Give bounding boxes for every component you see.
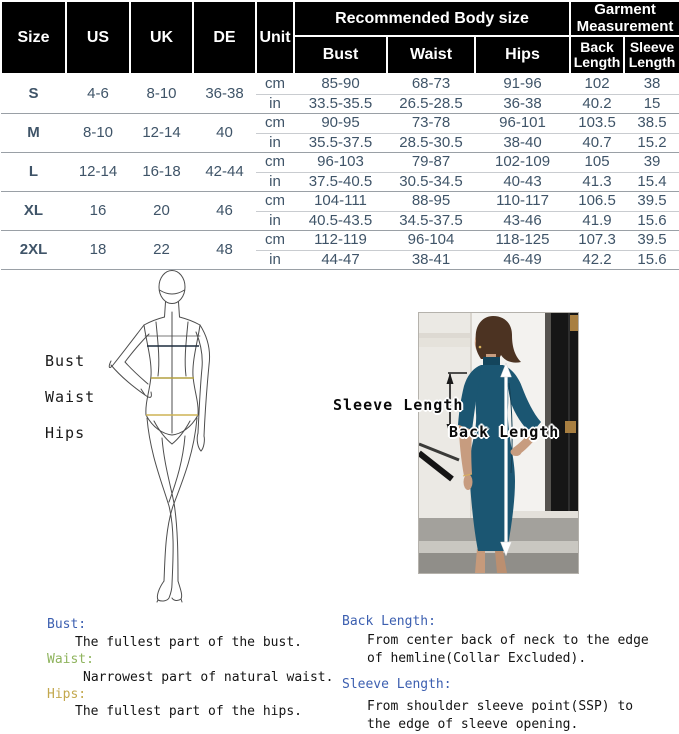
- size-cell: 2XL: [1, 231, 66, 270]
- bust-cell: 85-90: [294, 74, 387, 94]
- unit-cell: cm: [256, 192, 294, 212]
- uk-cell: 22: [130, 231, 193, 270]
- back-length-cell: 40.2: [570, 94, 624, 114]
- sleeve-length-cell: 15.6: [624, 211, 679, 231]
- back-length-cell: 42.2: [570, 250, 624, 270]
- earring: [479, 346, 482, 349]
- hips-cell: 38-40: [475, 133, 570, 153]
- hips-cell: 118-125: [475, 231, 570, 251]
- unit-cell: cm: [256, 74, 294, 94]
- back-length-cell: 106.5: [570, 192, 624, 212]
- hips-cell: 46-49: [475, 250, 570, 270]
- sleeve-length-definition-label: Sleeve Length:: [342, 677, 452, 692]
- col-header-uk: UK: [130, 1, 193, 74]
- table-row: [1, 114, 679, 134]
- uk-cell: 8-10: [130, 74, 193, 114]
- waist-cell: 96-104: [387, 231, 475, 251]
- waist-cell: 38-41: [387, 250, 475, 270]
- hips-definition-text: The fullest part of the hips.: [75, 704, 302, 719]
- back-length-cell: 41.3: [570, 172, 624, 192]
- sleeve-length-cell: 39: [624, 153, 679, 173]
- back-length-definition-label: Back Length:: [342, 614, 436, 629]
- de-cell: 42-44: [193, 153, 256, 192]
- back-length-cell: 41.9: [570, 211, 624, 231]
- waist-cell: 73-78: [387, 114, 475, 134]
- waist-cell: 30.5-34.5: [387, 172, 475, 192]
- bust-cell: 33.5-35.5: [294, 94, 387, 114]
- hips-cell: 36-38: [475, 94, 570, 114]
- waist-cell: 26.5-28.5: [387, 94, 475, 114]
- us-cell: 4-6: [66, 74, 130, 114]
- bust-cell: 90-95: [294, 114, 387, 134]
- sleeve-length-cell: 38.5: [624, 114, 679, 134]
- sleeve-length-cell: 15: [624, 94, 679, 114]
- bust-cell: 44-47: [294, 250, 387, 270]
- hips-cell: 43-46: [475, 211, 570, 231]
- unit-cell: cm: [256, 231, 294, 251]
- hips-cell: 40-43: [475, 172, 570, 192]
- sleeve-length-definition-text2: the edge of sleeve opening.: [367, 717, 579, 732]
- figure-waist-label: Waist: [45, 388, 96, 406]
- col-header-unit: Unit: [256, 1, 294, 74]
- us-cell: 8-10: [66, 114, 130, 153]
- col-header-size: Size: [1, 1, 66, 74]
- table-row: [1, 231, 679, 251]
- size-chart-table: [0, 0, 679, 270]
- us-cell: 18: [66, 231, 130, 270]
- uk-cell: 16-18: [130, 153, 193, 192]
- back-length-definition-text1: From center back of neck to the edge: [367, 633, 649, 648]
- sleeve-length-cell: 15.6: [624, 250, 679, 270]
- de-cell: 36-38: [193, 74, 256, 114]
- col-header-sleeve-length: Sleeve Length: [624, 36, 679, 74]
- sleeve-length-cell: 15.4: [624, 172, 679, 192]
- size-cell: S: [1, 74, 66, 114]
- unit-cell: in: [256, 133, 294, 153]
- bust-cell: 35.5-37.5: [294, 133, 387, 153]
- waist-cell: 28.5-30.5: [387, 133, 475, 153]
- table-row: [1, 192, 679, 212]
- sleeve-length-cell: 38: [624, 74, 679, 94]
- back-length-cell: 103.5: [570, 114, 624, 134]
- unit-cell: cm: [256, 153, 294, 173]
- bust-cell: 37.5-40.5: [294, 172, 387, 192]
- hips-cell: 96-101: [475, 114, 570, 134]
- body-measurement-figure: [95, 268, 245, 603]
- back-length-cell: 102: [570, 74, 624, 94]
- sleeve-length-definition-text1: From shoulder sleeve point(SSP) to: [367, 699, 634, 714]
- bust-cell: 40.5-43.5: [294, 211, 387, 231]
- table-row: [1, 153, 679, 173]
- sleeve-length-cell: 39.5: [624, 231, 679, 251]
- us-cell: 12-14: [66, 153, 130, 192]
- waist-cell: 34.5-37.5: [387, 211, 475, 231]
- size-cell: M: [1, 114, 66, 153]
- dress-photo-illustration: [419, 313, 578, 573]
- back-length-annotation: Back Length: [449, 423, 560, 441]
- size-cell: XL: [1, 192, 66, 231]
- hips-definition-label: Hips:: [47, 687, 87, 702]
- figure-hips-label: Hips: [45, 424, 86, 442]
- waist-definition-text: Narrowest part of natural waist.: [83, 670, 334, 685]
- de-cell: 48: [193, 231, 256, 270]
- waist-cell: 88-95: [387, 192, 475, 212]
- col-header-hips: Hips: [475, 36, 570, 74]
- back-length-cell: 105: [570, 153, 624, 173]
- de-cell: 46: [193, 192, 256, 231]
- bust-cell: 104-111: [294, 192, 387, 212]
- hips-cell: 91-96: [475, 74, 570, 94]
- bust-definition-label: Bust:: [47, 617, 87, 632]
- dress-photo: [418, 312, 579, 574]
- waist-definition-label: Waist:: [47, 652, 94, 667]
- us-cell: 16: [66, 192, 130, 231]
- header-garment-measurement: Garment Measurement: [570, 1, 679, 36]
- waist-cell: 79-87: [387, 153, 475, 173]
- sleeve-length-annotation: Sleeve Length: [333, 396, 464, 414]
- unit-cell: cm: [256, 114, 294, 134]
- size-cell: L: [1, 153, 66, 192]
- de-cell: 40: [193, 114, 256, 153]
- back-length-cell: 107.3: [570, 231, 624, 251]
- sleeve-length-cell: 15.2: [624, 133, 679, 153]
- sleeve-length-cell: 39.5: [624, 192, 679, 212]
- bust-definition-text: The fullest part of the bust.: [75, 635, 302, 650]
- uk-cell: 12-14: [130, 114, 193, 153]
- uk-cell: 20: [130, 192, 193, 231]
- figure-bust-label: Bust: [45, 352, 86, 370]
- unit-cell: in: [256, 94, 294, 114]
- unit-cell: in: [256, 250, 294, 270]
- bust-cell: 112-119: [294, 231, 387, 251]
- table-row: [1, 74, 679, 94]
- back-length-cell: 40.7: [570, 133, 624, 153]
- col-header-de: DE: [193, 1, 256, 74]
- hips-cell: 110-117: [475, 192, 570, 212]
- col-header-back-length: Back Length: [570, 36, 624, 74]
- col-header-us: US: [66, 1, 130, 74]
- col-header-bust: Bust: [294, 36, 387, 74]
- back-length-definition-text2: of hemline(Collar Excluded).: [367, 651, 587, 666]
- col-header-waist: Waist: [387, 36, 475, 74]
- hips-cell: 102-109: [475, 153, 570, 173]
- unit-cell: in: [256, 172, 294, 192]
- bust-cell: 96-103: [294, 153, 387, 173]
- unit-cell: in: [256, 211, 294, 231]
- header-recommended-body-size: Recommended Body size: [294, 1, 570, 36]
- waist-cell: 68-73: [387, 74, 475, 94]
